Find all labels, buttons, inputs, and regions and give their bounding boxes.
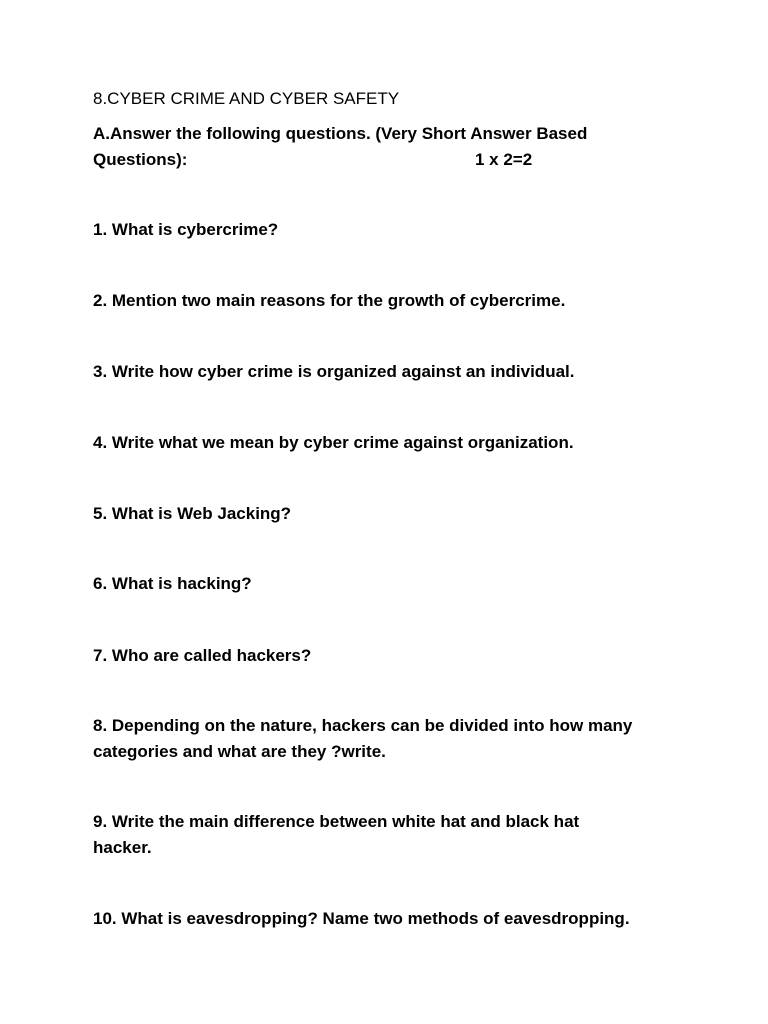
question-10: 10. What is eavesdropping? Name two methods of eavesdropping. (93, 909, 630, 928)
question-1: 1. What is cybercrime? (93, 220, 279, 239)
question-9-continued: hacker. (93, 838, 152, 857)
chapter-title: 8.CYBER CRIME AND CYBER SAFETY (93, 89, 400, 108)
question-2: 2. Mention two main reasons for the growth of cybercrime. (93, 291, 566, 310)
marks-allocation: 1 x 2=2 (475, 150, 533, 169)
question-7: 7. Who are called hackers? (93, 646, 312, 665)
section-heading-continued: Questions): (93, 150, 188, 169)
section-heading: A.Answer the following questions. (Very Short Answer Based (93, 124, 588, 143)
question-8-continued: categories and what are they ?write. (93, 742, 386, 761)
question-9: 9. Write the main difference between white hat and black hat (93, 812, 580, 831)
question-8: 8. Depending on the nature, hackers can be divided into how many (93, 716, 633, 735)
question-4: 4. Write what we mean by cyber crime against organization. (93, 433, 574, 452)
question-6: 6. What is hacking? (93, 574, 252, 593)
question-3: 3. Write how cyber crime is organized against an individual. (93, 362, 575, 381)
question-5: 5. What is Web Jacking? (93, 504, 292, 523)
